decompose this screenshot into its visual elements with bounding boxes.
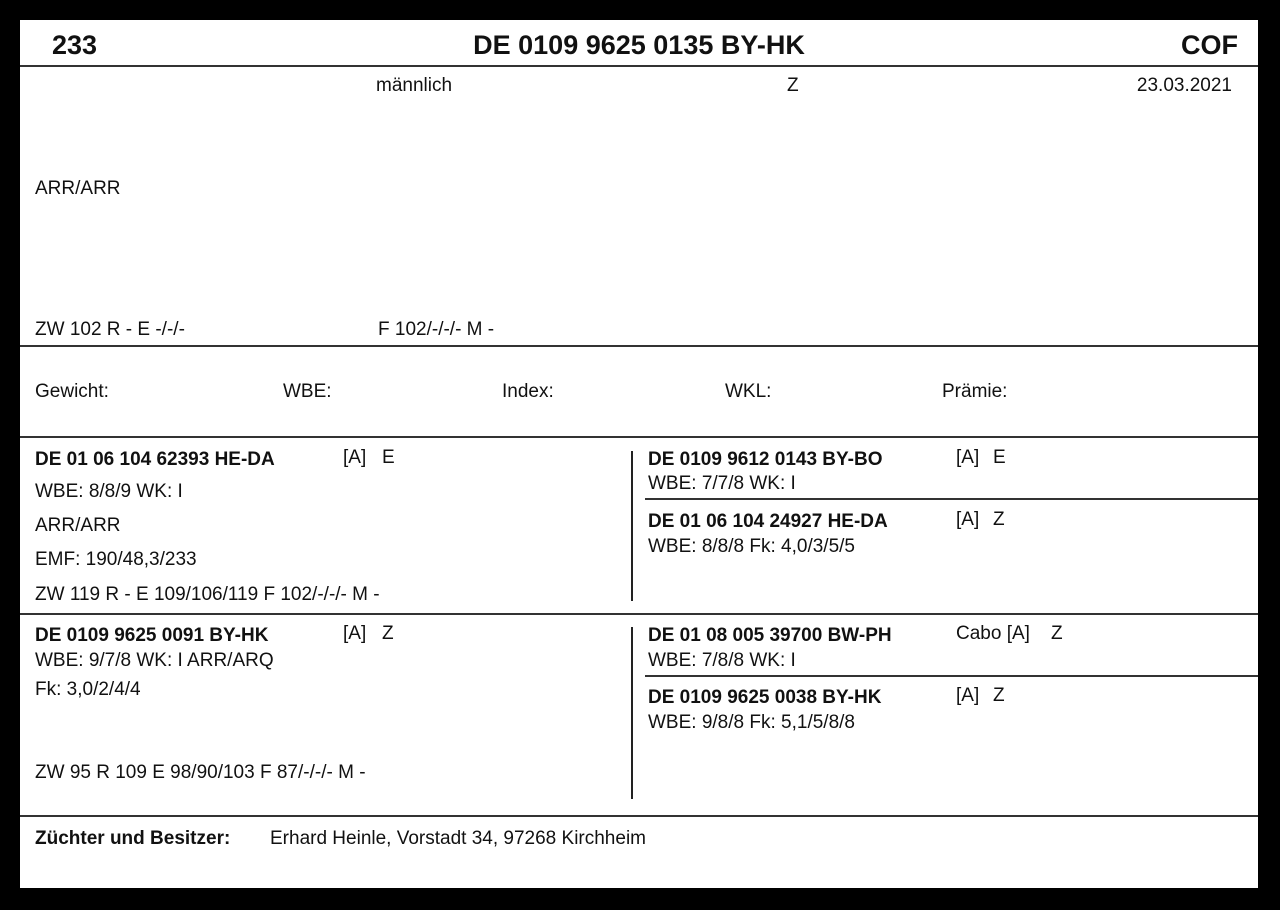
date-field: 23.03.2021 bbox=[1136, 75, 1232, 96]
wbe-label: WBE: bbox=[283, 381, 332, 402]
sire-sire-id: DE 0109 9612 0143 BY-BO bbox=[648, 449, 883, 470]
dam-fk: Fk: 3,0/2/4/4 bbox=[35, 679, 141, 700]
sire-sire-status: E bbox=[993, 447, 1006, 468]
breeder-value: Erhard Heinle, Vorstadt 34, 97268 Kirchheim bbox=[270, 828, 646, 849]
zw-line: ZW 102 R - E -/-/- bbox=[35, 319, 185, 340]
sire-sire-tag: [A] bbox=[956, 447, 980, 468]
ring-id: DE 0109 9625 0135 BY-HK bbox=[473, 30, 805, 60]
genotype-field: ARR/ARR bbox=[35, 178, 121, 199]
labels-divider bbox=[20, 436, 1258, 438]
dam-tag: [A] bbox=[343, 623, 367, 644]
pedigree-card bbox=[20, 20, 1258, 888]
dam-column-divider bbox=[631, 627, 633, 799]
sire-zw: ZW 119 R - E 109/106/119 F 102/-/-/- M - bbox=[35, 584, 380, 605]
dam-sire-status: Z bbox=[1051, 623, 1063, 644]
dam-dam-wbe: WBE: 9/8/8 Fk: 5,1/5/8/8 bbox=[648, 712, 855, 733]
dam-sire-id: DE 01 08 005 39700 BW-PH bbox=[648, 625, 892, 646]
index-label: Index: bbox=[502, 381, 554, 402]
dam-parents-divider bbox=[645, 675, 1258, 677]
catalog-number: 233 bbox=[52, 30, 98, 60]
breed-code: COF bbox=[1181, 30, 1238, 60]
dam-zw: ZW 95 R 109 E 98/90/103 F 87/-/-/- M - bbox=[35, 762, 366, 783]
dam-dam-status: Z bbox=[993, 685, 1005, 706]
wkl-label: WKL: bbox=[725, 381, 772, 402]
dam-status: Z bbox=[382, 623, 394, 644]
marker-field: Z bbox=[787, 75, 799, 96]
dam-id: DE 0109 9625 0091 BY-HK bbox=[35, 625, 269, 646]
dam-wbe: WBE: 9/7/8 WK: I ARR/ARQ bbox=[35, 650, 274, 671]
dam-sire-wbe: WBE: 7/8/8 WK: I bbox=[648, 650, 796, 671]
sire-genotype: ARR/ARR bbox=[35, 515, 121, 536]
sire-column-divider bbox=[631, 451, 633, 601]
sex-field: männlich bbox=[376, 75, 453, 96]
sire-wbe: WBE: 8/8/9 WK: I bbox=[35, 481, 183, 502]
f-line: F 102/-/-/- M - bbox=[378, 319, 495, 340]
dam-dam-id: DE 0109 9625 0038 BY-HK bbox=[648, 687, 882, 708]
sire-id: DE 01 06 104 62393 HE-DA bbox=[35, 449, 275, 470]
dam-dam-tag: [A] bbox=[956, 685, 980, 706]
sire-dam-id: DE 01 06 104 24927 HE-DA bbox=[648, 511, 888, 532]
dam-sire-tag: Cabo [A] bbox=[956, 623, 1030, 644]
sire-dam-status: Z bbox=[993, 509, 1005, 530]
sire-sire-wbe: WBE: 7/7/8 WK: I bbox=[648, 473, 796, 494]
header-divider bbox=[20, 65, 1258, 67]
footer-divider bbox=[20, 815, 1258, 817]
sire-parents-divider bbox=[645, 498, 1258, 500]
sire-dam-section-divider bbox=[20, 613, 1258, 615]
sire-dam-tag: [A] bbox=[956, 509, 980, 530]
sire-dam-wbe: WBE: 8/8/8 Fk: 4,0/3/5/5 bbox=[648, 536, 855, 557]
info-divider bbox=[20, 345, 1258, 347]
sire-emf: EMF: 190/48,3/233 bbox=[35, 549, 197, 570]
sire-tag: [A] bbox=[343, 447, 367, 468]
breeder-label: Züchter und Besitzer: bbox=[35, 828, 231, 849]
weight-label: Gewicht: bbox=[35, 381, 109, 402]
praemie-label: Prämie: bbox=[942, 381, 1008, 402]
sire-status: E bbox=[382, 447, 395, 468]
